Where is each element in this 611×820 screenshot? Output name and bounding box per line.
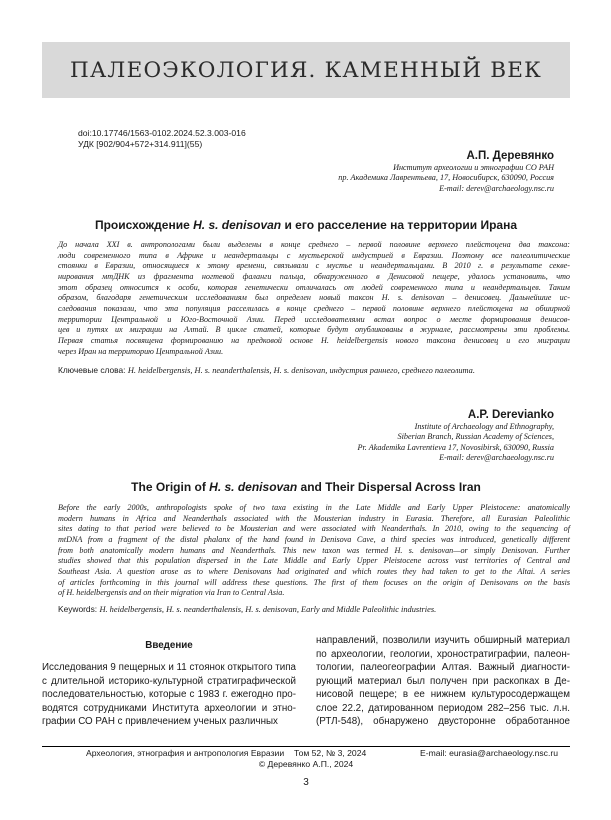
- en-title: The Origin of H. s. denisovan and Their Dispersal Across Iran: [131, 480, 481, 494]
- udk: УДК [902/904+572+314.911](55): [78, 139, 203, 149]
- en-affiliation-1: Institute of Archaeology and Ethnography,: [414, 422, 554, 431]
- footer-volume: Том 52, № 3, 2024: [294, 748, 367, 758]
- doi: doi:10.17746/1563-0102.2024.52.3.003-016: [78, 128, 246, 138]
- ru-affiliation: Институт археологии и этнографии СО РАН: [393, 163, 554, 172]
- page-number: 3: [303, 777, 309, 788]
- en-author-block: [358, 408, 554, 464]
- intro-left-column: Исследования 9 пещерных и 11 стоянок открытого типа с длительной историко-культурной стратиграфической последовательностью, которые с 1983 г. ежегодно про- водятся сотрудниками Института археологии и этно- графии СО РАН с привлечением ученых различных: [42, 662, 296, 727]
- ru-author: А.П. Деревянко: [466, 150, 554, 162]
- intro-heading: Введение: [145, 640, 193, 651]
- en-keywords: Keywords: H. heidelbergensis, H. s. neanderthalensis, H. s. denisovan, Early and Middle Paleolithic industries.: [58, 604, 437, 614]
- footer-journal: Археология, этнография и антропология Евразии: [86, 748, 285, 758]
- footer-rule: [42, 746, 570, 747]
- ru-keywords: Ключевые слова: H. heidelbergensis, H. s. neanderthalensis, H. s. denisovan, индустрия раннего, среднего палеолита.: [58, 365, 475, 375]
- en-email: E-mail: derev@archaeology.nsc.ru: [439, 453, 554, 463]
- en-author: A.P. Derevianko: [467, 409, 554, 421]
- footer-copyright: © Деревянко А.П., 2024: [258, 759, 354, 769]
- footer-email: E-mail: eurasia@archaeology.nsc.ru: [420, 748, 559, 758]
- intro-right-column: направлений, позволили изучить обширный материал по археологии, геологии, хроностратиграфии, палеон- тологии, палеогеографии Алтая. Важный диагности- рующий материал был получен при раскопках в Де- нисовой пещере; в ее нижнем культуросодержащем слое 22.2, датированном периодом 282–256 тыс. л.н. (РТЛ-548), обнаружено двусторонне обработанное: [316, 635, 570, 727]
- en-abstract: Before the early 2000s, anthropologists spoke of two taxa existing in the Late Middle and Early Upper Pleistocene: anatomically modern humans in Africa and Neanderthals associated with the Mousterian industry in Eurasia. Therefore, all Eurasian Paleolithic sites dating to that period were believed to be Mousterian and were associated with Neanderthals. In 2010, owing to the sequencing of mtDNA from a fragment of the distal phalanx of the hand found in Denisova Cave, a third species was introduced, genetically different from both anatomically modern humans and Neanderthals. This new taxon was termed H. s. denisovan—or simply Denisovan. Further studies showed that this population dispersed in the Late Middle and Early Upper Pleistocene across vast territories of Central and Southeast Asia. A question arose as to where Denisovans had originated and which routes they had taken to get to the Altai. A series of articles forthcoming in this journal will address these questions. The first of them focuses on the origin of Denisovans on the basis of H. heidelbergensis and on their migration via Iran to Central Asia.: [58, 503, 570, 598]
- ru-email: E-mail: derev@archaeology.nsc.ru: [439, 183, 554, 193]
- section-banner: [42, 42, 570, 98]
- ru-title: Происхождение H. s. denisovan и его расселение на территории Ирана: [94, 218, 518, 232]
- en-address: Pr. Akademika Lavrentieva 17, Novosibirsk, 630090, Russia: [357, 442, 554, 452]
- section-title: ПАЛЕОЭКОЛОГИЯ. КАМЕННЫЙ ВЕК: [70, 57, 542, 83]
- en-affiliation-2: Siberian Branch, Russian Academy of Sciences,: [397, 432, 554, 442]
- ru-address: пр. Академика Лаврентьева, 17, Новосибирск, 630090, Россия: [338, 173, 554, 183]
- ru-abstract: До начала XXI в. антропологами были выделены в конце среднего – первой половине верхнего плейстоцена два таксона: люди современного типа в Африке и неандертальцы с мустьерской индустрией в Евразии. Поэтому все палеолитические стоянки в Евразии, относящиеся к этому времени, связывали с мустье и неандертальцами. В 2010 г. в результате секве- нирования мтДНК из фрагмента ногтевой фаланги пальца, обнаруженного в Денисовой пещере, удалось установить, что этот образец относится к особи, которая генетически отличалась от людей современного типа и неандертальцев. Таким образом, благодаря генетическим исследованиям был определен новый таксон H. s. denisovan – денисовец. Дальнейшие ис- следования показали, что эта популяция расселилась в конце среднего – первой половине верхнего плейстоцена на обширной территории Центральной и Юго-Восточной Азии. Перед исследователями встал вопрос о месте формирования денисов- цев и путях их миграции на Алтай. В цикле статей, которые будут опубликованы в журнале, рассмотрены эти проблемы. Первая статья посвящена формированию на предковой основе H. heidelbergensis нового таксона денисовец и его миграции через Иран на территорию Центральной Азии.: [58, 240, 570, 356]
- ru-author-block: [338, 149, 554, 194]
